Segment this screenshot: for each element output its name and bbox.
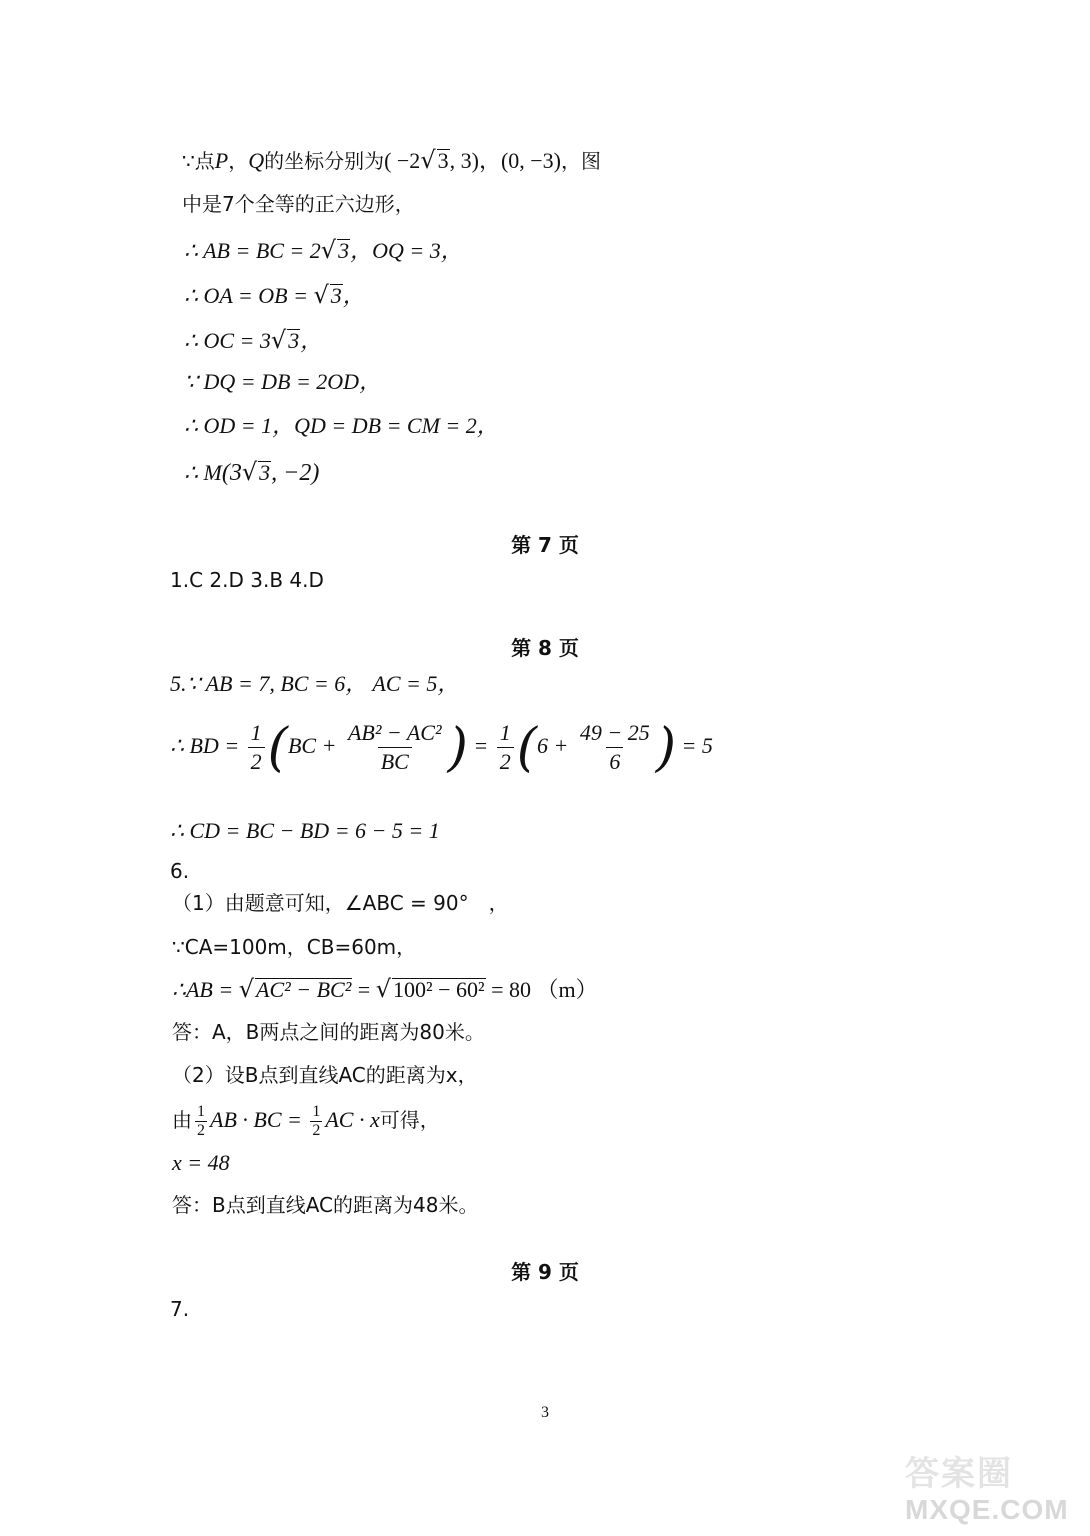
eq-part: ∴ M (184, 460, 222, 485)
eq-part: 由 (172, 1108, 192, 1132)
eq-part: (3 (221, 460, 242, 486)
numerator: 1 (250, 720, 262, 746)
denominator: BC (378, 747, 412, 776)
eq-part: ，OQ = 3， (350, 238, 463, 263)
paren-open-icon: ( (516, 717, 538, 778)
page-7-answers: 1.C 2.D 3.B 4.D (170, 568, 324, 592)
eq-part: AC · x (325, 1107, 380, 1132)
eq-part: AB · BC = (210, 1107, 308, 1132)
eq-part: ， (300, 328, 323, 353)
q6-ab-calc (172, 975, 598, 1004)
radical-icon: √ (241, 458, 258, 486)
radical-icon: √ (238, 975, 255, 1003)
line-hexagons: 中是7个全等的正六边形， (182, 192, 415, 216)
equals: = (467, 733, 494, 758)
radicand: 3 (330, 283, 342, 308)
q6-area-equation (172, 1100, 440, 1140)
page-9-heading: 第 9 页 (511, 1260, 579, 1284)
eq-part: 可得， (379, 1108, 440, 1132)
q5-cd: ∴ CD = BC − BD = 6 − 5 = 1 (170, 818, 440, 843)
eq-part: ∴ AB = BC = 2 (184, 238, 321, 263)
line-od-qd: ∴ OD = 1，QD = DB = CM = 2， (184, 413, 499, 438)
eq-part: ∴AB = (172, 977, 239, 1002)
paren-close-icon: ) (655, 717, 677, 778)
fraction-half (195, 1103, 207, 1140)
fraction-ab-ac (345, 719, 445, 776)
page-8-heading: 第 8 页 (511, 636, 579, 660)
numerator: 49 − 25 (579, 720, 650, 746)
radicand: AC² − BC² (256, 977, 352, 1002)
q6-x-result: x = 48 (172, 1150, 230, 1175)
q6-number: 6. (170, 859, 190, 883)
watermark-bottom: MXQE.COM (905, 1494, 1069, 1525)
denominator: 2 (197, 1122, 205, 1139)
eq-part: , −2) (271, 460, 320, 486)
fraction-half-2 (310, 1103, 322, 1140)
comma: ， (228, 149, 249, 173)
watermark-top: 答案圈 (905, 1454, 1013, 1494)
q5-bd-formula (170, 716, 713, 778)
fraction-numeric (577, 719, 653, 776)
q6-answer2: 答：B点到直线AC的距离为48米。 (172, 1193, 479, 1217)
radicand: 3 (338, 238, 350, 263)
because-text: ∵点 (182, 149, 215, 173)
line-oc (184, 326, 322, 355)
fraction-half-2 (497, 719, 514, 776)
q6-part1-intro: （1）由题意可知，∠ABC = 90° ， (172, 891, 509, 915)
eq-part: BC + (287, 733, 342, 758)
coord-text: 的坐标分别为 (264, 149, 385, 173)
line-given-points (182, 146, 601, 175)
q6-part2-intro: （2）设B点到直线AC的距离为x， (172, 1063, 478, 1087)
line-dq-db: ∵ DQ = DB = 2OD， (184, 369, 382, 394)
point-p: P (214, 148, 229, 173)
radicand: 100² − 60² (393, 977, 485, 1002)
eq-part: ∴ OA = OB = (184, 283, 314, 308)
line-m-coord (184, 458, 319, 487)
paren-close-icon: ) (447, 717, 468, 778)
page-7-heading: 第 7 页 (511, 533, 579, 557)
result: = 80 （m） (485, 977, 598, 1002)
q6-given-lengths: ∵CA=100m，CB=60m， (172, 935, 417, 959)
numerator: 1 (197, 1103, 205, 1120)
eq-part: ， (342, 283, 365, 308)
page-number: 3 (541, 1404, 549, 1421)
radical-icon: √ (420, 146, 436, 174)
numerator: 1 (499, 720, 511, 746)
radicand: 3 (437, 148, 449, 173)
numerator: 1 (312, 1103, 321, 1120)
denominator: 2 (248, 747, 265, 776)
coord-p-part1: ( −2 (384, 148, 421, 173)
fraction-half (248, 719, 265, 776)
radicand: 3 (288, 328, 300, 353)
denominator: 2 (497, 747, 514, 776)
q7-number: 7. (170, 1297, 190, 1321)
coord-q: ，(0, −3) (478, 148, 561, 173)
line-ab-bc (184, 236, 463, 265)
watermark-logo (905, 1455, 1085, 1531)
radical-icon: √ (313, 281, 329, 309)
radical-icon: √ (270, 326, 287, 354)
numerator: AB² − AC² (347, 720, 442, 746)
denominator: 6 (606, 747, 623, 776)
eq-part: ∴ OC = 3 (184, 328, 271, 353)
radicand: 3 (259, 460, 271, 485)
coord-p-part2: , 3) (449, 148, 479, 173)
result: = 5 (676, 733, 713, 758)
eq-part: 6 + (537, 733, 574, 758)
point-q: Q (248, 148, 265, 173)
denominator: 2 (312, 1122, 321, 1139)
radical-icon: √ (320, 236, 337, 264)
line-end-text: ，图 (561, 149, 601, 173)
eq-part: ∴ BD = (170, 733, 245, 758)
paren-open-icon: ( (267, 717, 288, 778)
q5-given: 5.∵ AB = 7, BC = 6， AC = 5， (170, 671, 460, 696)
line-oa-ob (184, 281, 365, 310)
q6-answer1: 答：A，B两点之间的距离为80米。 (172, 1020, 485, 1044)
radical-icon: √ (375, 975, 392, 1003)
equals: = (352, 977, 376, 1002)
